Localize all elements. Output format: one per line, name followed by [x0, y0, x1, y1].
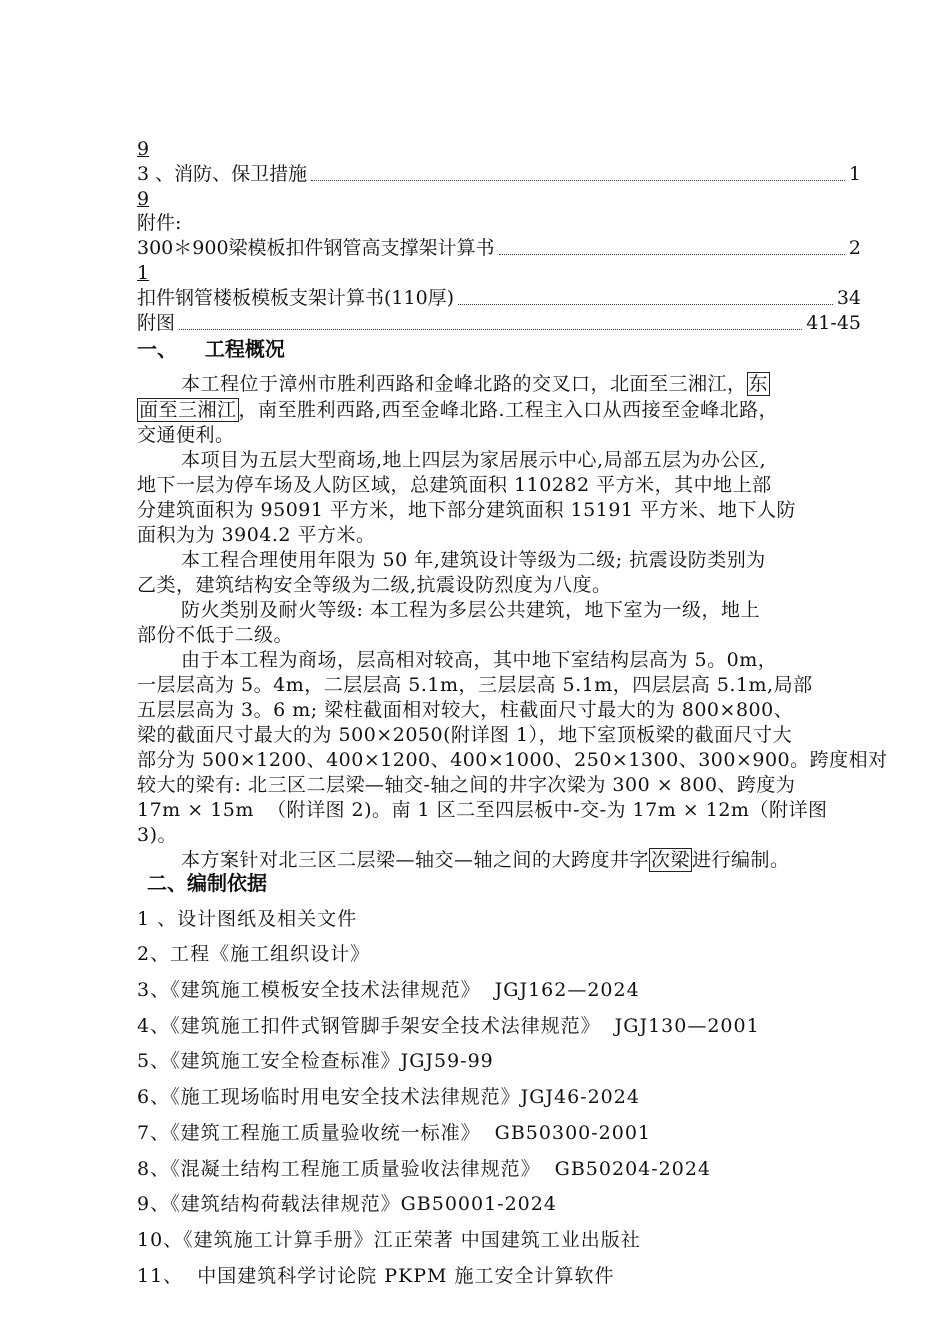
reference-item: 11、 中国建筑科学讨论院 PKPM 施工安全计算软件 — [137, 1265, 615, 1287]
paragraph-line: 地下一层为停车场及人防区域，总建筑面积 110282 平方米，其中地上部 — [137, 474, 772, 496]
paragraph-line: 较大的梁有: 北三区二层梁—轴交-轴之间的井字次梁为 300 × 800、跨度为 — [137, 774, 796, 796]
paragraph-line: 面至三湘江 ，南至胜利西路,西至金峰北路.工程主入口从西接至金峰北路， — [139, 399, 779, 421]
toc-entry-beam-calc[interactable] — [137, 236, 861, 260]
paragraph-line: 本工程合理使用年限为 50 年,建筑设计等级为二级; 抗震设防类别为 — [181, 549, 766, 571]
reference-item: 2、工程《施工组织设计》 — [137, 943, 371, 965]
paragraph-line: 乙类，建筑结构安全等级为二级,抗震设防烈度为八度。 — [137, 574, 612, 596]
paragraph-line: 分建筑面积为 95091 平方米，地下部分建筑面积 15191 平方米、地下人防 — [137, 499, 797, 521]
reference-item: 4、《建筑施工扣件式钢管脚手架安全技术法律规范》 JGJ130—2001 — [137, 1015, 760, 1037]
toc-page-fragment: 9 — [137, 138, 150, 160]
reference-item: 5、《建筑施工安全检查标准》JGJ59-99 — [137, 1050, 494, 1072]
toc-entry-page: 2 — [848, 237, 861, 259]
paragraph-line: 本项目为五层大型商场,地上四层为家居展示中心,局部五层为办公区, — [181, 449, 767, 471]
toc-page-fragment: 9 — [137, 188, 150, 210]
toc-entry-label: 3 、消防、保卫措施 — [137, 163, 308, 185]
comment-highlight: 次梁 — [651, 849, 691, 871]
section-heading-overview: 一、 工程概况 — [137, 337, 285, 361]
paragraph-line: 梁的截面尺寸最大的为 500×2050(附详图 1），地下室顶板梁的截面尺寸大 — [137, 724, 793, 746]
toc-entry-drawings[interactable] — [137, 311, 861, 335]
toc-attachments-label: 附件: — [137, 212, 182, 234]
paragraph-line: 17m × 15m （附详图 2)。南 1 区二至四层板中-交-为 17m × 12m（附详图 — [137, 799, 828, 821]
toc-entry-page: 41-45 — [806, 312, 861, 334]
paragraph-line: 部份不低于二级。 — [137, 624, 294, 646]
toc-page-fragment: 1 — [137, 262, 150, 284]
toc-entry-label: 附图 — [137, 312, 176, 334]
toc-leader-dots — [311, 179, 845, 181]
comment-highlight: 东 — [748, 373, 769, 395]
reference-item: 1 、设计图纸及相关文件 — [137, 908, 358, 930]
toc-leader-dots — [499, 253, 845, 255]
toc-entry-label: 扣件钢管楼板模板支架计算书(110厚) — [137, 287, 455, 309]
reference-item: 10、《建筑施工计算手册》江正荣著 中国建筑工业出版社 — [137, 1229, 641, 1251]
reference-item: 3、《建筑施工模板安全技术法律规范》 JGJ162—2024 — [137, 979, 640, 1001]
paragraph-line: 交通便利。 — [137, 424, 235, 446]
paragraph-line: 防火类别及耐火等级: 本工程为多层公共建筑，地下室为一级，地上 — [181, 599, 760, 621]
paragraph-line: 3)。 — [137, 824, 178, 846]
reference-item: 8、《混凝土结构工程施工质量验收法律规范》 GB50204-2024 — [137, 1158, 712, 1180]
toc-leader-dots — [458, 303, 833, 305]
paragraph-line: 本方案针对北三区二层梁—轴交—轴之间的大跨度井字 次梁 进行编制。 — [181, 849, 790, 871]
reference-item: 9、《建筑结构荷载法律规范》GB50001-2024 — [137, 1193, 557, 1215]
toc-entry-slab-calc[interactable] — [137, 286, 861, 310]
toc-entry-page: 1 — [848, 163, 861, 185]
toc-entry-fire-security[interactable] — [137, 162, 861, 186]
paragraph-line: 五层层高为 3。6 m; 梁柱截面相对较大，柱截面尺寸最大的为 800×800、 — [137, 699, 794, 721]
paragraph-line: 本工程位于漳州市胜利西路和金峰北路的交叉口，北面至三湘江， 东 — [181, 373, 769, 395]
reference-item: 6、《施工现场临时用电安全技术法律规范》JGJ46-2024 — [137, 1086, 640, 1108]
paragraph-line: 一层层高为 5。4m，二层层高 5.1m，三层层高 5.1m，四层层高 5.1m,局部 — [137, 674, 813, 696]
reference-item: 7、《建筑工程施工质量验收统一标准》 GB50300-2001 — [137, 1122, 652, 1144]
toc-entry-page: 34 — [836, 287, 861, 309]
toc-leader-dots — [179, 328, 802, 330]
paragraph-line: 由于本工程为商场，层高相对较高，其中地下室结构层高为 5。0m， — [181, 649, 778, 671]
paragraph-line: 面积为为 3904.2 平方米。 — [137, 524, 376, 546]
toc-entry-label: 300＊900梁模板扣件钢管高支撑架计算书 — [137, 237, 495, 259]
paragraph-line: 部分为 500×1200、400×1200、400×1000、250×1300、300×900。跨度相对 — [137, 749, 888, 771]
section-heading-basis: 二、编制依据 — [147, 871, 267, 895]
comment-highlight: 面至三湘江 — [139, 399, 237, 421]
